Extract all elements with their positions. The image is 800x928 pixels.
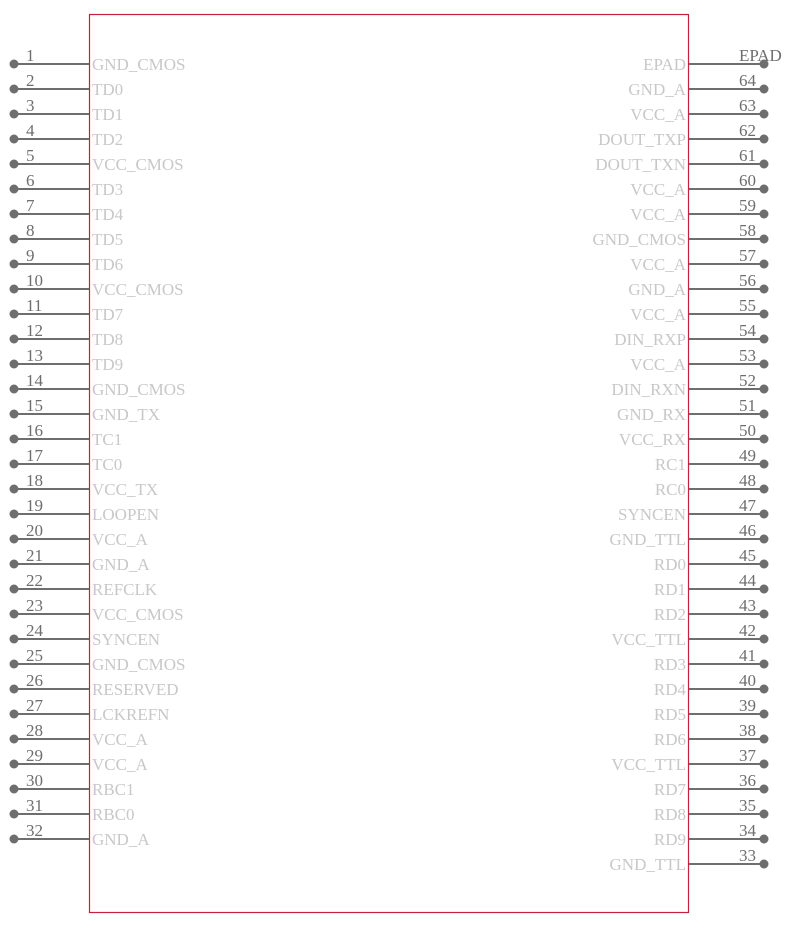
pin-name: GND_CMOS bbox=[92, 55, 186, 74]
pin-endpoint[interactable] bbox=[10, 285, 19, 294]
pin-number: 13 bbox=[26, 346, 43, 365]
pin-name: GND_TTL bbox=[609, 530, 686, 549]
pin-endpoint[interactable] bbox=[10, 835, 19, 844]
pin-50[interactable] bbox=[619, 421, 769, 449]
pin-endpoint[interactable] bbox=[760, 660, 769, 669]
pin-number: 36 bbox=[739, 771, 756, 790]
pin-endpoint[interactable] bbox=[10, 535, 19, 544]
pin-endpoint[interactable] bbox=[760, 310, 769, 319]
pin-24[interactable] bbox=[10, 621, 161, 649]
pin-name: DOUT_TXN bbox=[595, 155, 686, 174]
pin-53[interactable] bbox=[630, 346, 768, 374]
pin-name: GND_A bbox=[628, 80, 686, 99]
left-pin-group bbox=[10, 46, 186, 849]
pin-endpoint[interactable] bbox=[760, 835, 769, 844]
pin-endpoint[interactable] bbox=[760, 760, 769, 769]
pin-name: TD9 bbox=[92, 355, 124, 374]
pin-endpoint[interactable] bbox=[760, 485, 769, 494]
pin-endpoint[interactable] bbox=[760, 685, 769, 694]
pin-endpoint[interactable] bbox=[760, 735, 769, 744]
pin-21[interactable] bbox=[10, 546, 151, 574]
pin-number: 42 bbox=[739, 621, 756, 640]
pin-number: 49 bbox=[739, 446, 756, 465]
pin-name: GND_A bbox=[628, 280, 686, 299]
pin-28[interactable] bbox=[10, 721, 149, 749]
pin-endpoint[interactable] bbox=[10, 810, 19, 819]
pin-name: TD6 bbox=[92, 255, 124, 274]
pin-name: LCKREFN bbox=[92, 705, 170, 724]
pin-endpoint[interactable] bbox=[10, 610, 19, 619]
pin-name: RD8 bbox=[653, 805, 686, 824]
pin-47[interactable] bbox=[618, 496, 769, 524]
pin-48[interactable] bbox=[655, 471, 769, 499]
pin-endpoint[interactable] bbox=[760, 535, 769, 544]
pin-55[interactable] bbox=[630, 296, 768, 324]
component-body[interactable] bbox=[90, 15, 689, 913]
pin-endpoint[interactable] bbox=[10, 635, 19, 644]
pin-number: 34 bbox=[739, 821, 756, 840]
pin-name: RESERVED bbox=[92, 680, 179, 699]
pin-number: 43 bbox=[739, 596, 756, 615]
pin-44[interactable] bbox=[654, 571, 769, 599]
pin-number: 22 bbox=[26, 571, 43, 590]
pin-number: 20 bbox=[26, 521, 43, 540]
pin-endpoint[interactable] bbox=[760, 460, 769, 469]
pin-25[interactable] bbox=[10, 646, 186, 674]
pin-number: 53 bbox=[739, 346, 756, 365]
pin-name: VCC_A bbox=[92, 530, 148, 549]
pin-number: 51 bbox=[739, 396, 756, 415]
pin-name: RD9 bbox=[653, 830, 686, 849]
pin-number: 52 bbox=[739, 371, 756, 390]
pin-7[interactable] bbox=[10, 196, 124, 224]
pin-number: 40 bbox=[739, 671, 756, 690]
pin-endpoint[interactable] bbox=[10, 210, 19, 219]
pin-number: 27 bbox=[26, 696, 43, 715]
pin-2[interactable] bbox=[10, 71, 124, 99]
pin-name: TD1 bbox=[92, 105, 124, 124]
pin-51[interactable] bbox=[617, 396, 768, 424]
pin-number: 23 bbox=[26, 596, 43, 615]
pin-number: EPAD bbox=[739, 46, 782, 65]
pin-49[interactable] bbox=[655, 446, 769, 474]
pin-name: RBC0 bbox=[92, 805, 135, 824]
pin-endpoint[interactable] bbox=[760, 710, 769, 719]
pin-endpoint[interactable] bbox=[10, 235, 19, 244]
pin-number: 64 bbox=[739, 71, 756, 90]
pin-number: 63 bbox=[739, 96, 756, 115]
pin-endpoint[interactable] bbox=[760, 860, 769, 869]
pin-name: RC0 bbox=[654, 480, 686, 499]
pin-name: GND_CMOS bbox=[92, 655, 186, 674]
pin-number: 10 bbox=[26, 271, 43, 290]
pin-name: TC1 bbox=[92, 430, 123, 449]
pin-59[interactable] bbox=[630, 196, 768, 224]
pin-number: 44 bbox=[739, 571, 756, 590]
pin-52[interactable] bbox=[611, 371, 768, 399]
pin-number: 38 bbox=[739, 721, 756, 740]
pin-number: 16 bbox=[26, 421, 43, 440]
pin-39[interactable] bbox=[654, 696, 769, 724]
pin-endpoint[interactable] bbox=[760, 385, 769, 394]
pin-name: GND_TX bbox=[92, 405, 160, 424]
pin-name: GND_TTL bbox=[609, 855, 686, 874]
pin-45[interactable] bbox=[654, 546, 769, 574]
pin-name: RBC1 bbox=[92, 780, 135, 799]
pin-endpoint[interactable] bbox=[10, 135, 19, 144]
pin-endpoint[interactable] bbox=[10, 335, 19, 344]
pin-5[interactable] bbox=[10, 146, 184, 174]
pin-endpoint[interactable] bbox=[10, 710, 19, 719]
pin-number: 31 bbox=[26, 796, 43, 815]
pin-19[interactable] bbox=[10, 496, 160, 524]
pin-endpoint[interactable] bbox=[760, 110, 769, 119]
pin-number: 29 bbox=[26, 746, 43, 765]
pin-41[interactable] bbox=[654, 646, 769, 674]
pin-endpoint[interactable] bbox=[10, 60, 19, 69]
pin-17[interactable] bbox=[10, 446, 123, 474]
pin-56[interactable] bbox=[628, 271, 768, 299]
pin-endpoint[interactable] bbox=[760, 635, 769, 644]
pin-number: 3 bbox=[26, 96, 35, 115]
pin-number: 17 bbox=[26, 446, 43, 465]
pin-number: 30 bbox=[26, 771, 43, 790]
pin-number: 54 bbox=[739, 321, 756, 340]
pin-name: TD4 bbox=[92, 205, 124, 224]
pin-name: DIN_RXN bbox=[611, 380, 686, 399]
pin-name: VCC_A bbox=[630, 105, 686, 124]
pin-endpoint[interactable] bbox=[10, 685, 19, 694]
pin-endpoint[interactable] bbox=[10, 560, 19, 569]
pin-number: 28 bbox=[26, 721, 43, 740]
pin-name: REFCLK bbox=[92, 580, 158, 599]
pin-name: RD0 bbox=[653, 555, 686, 574]
pin-58[interactable] bbox=[592, 221, 768, 249]
pin-57[interactable] bbox=[630, 246, 768, 274]
pin-endpoint[interactable] bbox=[760, 260, 769, 269]
pin-name: RD2 bbox=[653, 605, 686, 624]
pin-endpoint[interactable] bbox=[10, 260, 19, 269]
pin-endpoint[interactable] bbox=[760, 160, 769, 169]
pin-name: EPAD bbox=[643, 55, 686, 74]
pin-20[interactable] bbox=[10, 521, 149, 549]
pin-number: 45 bbox=[739, 546, 756, 565]
pin-endpoint[interactable] bbox=[10, 110, 19, 119]
pin-name: RD7 bbox=[653, 780, 686, 799]
pin-name: GND_CMOS bbox=[92, 380, 186, 399]
pin-endpoint[interactable] bbox=[10, 585, 19, 594]
pin-name: VCC_TX bbox=[92, 480, 159, 499]
pin-number: 39 bbox=[739, 696, 756, 715]
pin-31[interactable] bbox=[10, 796, 135, 824]
pin-endpoint[interactable] bbox=[10, 310, 19, 319]
pin-number: 58 bbox=[739, 221, 756, 240]
pin-number: 62 bbox=[739, 121, 756, 140]
pin-name: DOUT_TXP bbox=[598, 130, 686, 149]
pin-number: 24 bbox=[26, 621, 43, 640]
pin-15[interactable] bbox=[10, 396, 161, 424]
pin-12[interactable] bbox=[10, 321, 124, 349]
pin-name: RD6 bbox=[653, 730, 686, 749]
pin-endpoint[interactable] bbox=[760, 285, 769, 294]
pin-endpoint[interactable] bbox=[760, 785, 769, 794]
pin-number: 32 bbox=[26, 821, 43, 840]
pin-number: 8 bbox=[26, 221, 35, 240]
pin-endpoint[interactable] bbox=[10, 160, 19, 169]
pin-number: 47 bbox=[739, 496, 756, 515]
pin-number: 59 bbox=[739, 196, 756, 215]
pin-endpoint[interactable] bbox=[760, 560, 769, 569]
pin-name: DIN_RXP bbox=[614, 330, 686, 349]
pin-name: TD8 bbox=[92, 330, 124, 349]
pin-11[interactable] bbox=[10, 296, 124, 324]
pin-name: TC0 bbox=[92, 455, 123, 474]
pin-number: 56 bbox=[739, 271, 756, 290]
pin-number: 60 bbox=[739, 171, 756, 190]
pin-name: VCC_CMOS bbox=[92, 605, 184, 624]
pin-name: VCC_A bbox=[630, 180, 686, 199]
pin-30[interactable] bbox=[10, 771, 135, 799]
pin-name: VCC_RX bbox=[618, 430, 686, 449]
pin-22[interactable] bbox=[10, 571, 158, 599]
pin-endpoint[interactable] bbox=[760, 510, 769, 519]
pin-number: 35 bbox=[739, 796, 756, 815]
pin-number: 57 bbox=[739, 246, 756, 265]
pin-endpoint[interactable] bbox=[10, 85, 19, 94]
pin-number: 55 bbox=[739, 296, 756, 315]
pin-number: 19 bbox=[26, 496, 43, 515]
pin-3[interactable] bbox=[10, 96, 124, 124]
pin-62[interactable] bbox=[598, 121, 768, 149]
pin-number: 6 bbox=[26, 171, 35, 190]
pin-endpoint[interactable] bbox=[760, 610, 769, 619]
pin-endpoint[interactable] bbox=[10, 185, 19, 194]
pin-18[interactable] bbox=[10, 471, 159, 499]
pin-23[interactable] bbox=[10, 596, 184, 624]
pin-epad[interactable] bbox=[643, 46, 782, 74]
pin-name: RD3 bbox=[653, 655, 686, 674]
pin-endpoint[interactable] bbox=[760, 185, 769, 194]
pin-name: VCC_A bbox=[630, 255, 686, 274]
pin-name: TD0 bbox=[92, 80, 124, 99]
pin-name: VCC_A bbox=[92, 755, 148, 774]
pin-endpoint[interactable] bbox=[10, 385, 19, 394]
pin-number: 26 bbox=[26, 671, 43, 690]
pin-36[interactable] bbox=[654, 771, 769, 799]
pin-number: 25 bbox=[26, 646, 43, 665]
pin-26[interactable] bbox=[10, 671, 179, 699]
pin-name: TD2 bbox=[92, 130, 124, 149]
pin-name: GND_A bbox=[92, 830, 150, 849]
pin-number: 41 bbox=[739, 646, 756, 665]
pin-name: VCC_CMOS bbox=[92, 280, 184, 299]
pin-64[interactable] bbox=[628, 71, 768, 99]
pin-name: VCC_A bbox=[630, 355, 686, 374]
pin-endpoint[interactable] bbox=[10, 735, 19, 744]
right-pin-group bbox=[592, 46, 781, 874]
pin-endpoint[interactable] bbox=[10, 460, 19, 469]
pin-number: 7 bbox=[26, 196, 35, 215]
pin-13[interactable] bbox=[10, 346, 124, 374]
pin-number: 21 bbox=[26, 546, 43, 565]
pin-43[interactable] bbox=[654, 596, 769, 624]
pin-endpoint[interactable] bbox=[10, 410, 19, 419]
pin-endpoint[interactable] bbox=[760, 435, 769, 444]
pin-29[interactable] bbox=[10, 746, 149, 774]
pin-name: VCC_CMOS bbox=[92, 155, 184, 174]
pin-name: TD5 bbox=[92, 230, 124, 249]
pin-endpoint[interactable] bbox=[10, 360, 19, 369]
pin-endpoint[interactable] bbox=[760, 360, 769, 369]
pin-34[interactable] bbox=[654, 821, 769, 849]
pin-endpoint[interactable] bbox=[10, 760, 19, 769]
pin-name: RD4 bbox=[653, 680, 686, 699]
pin-16[interactable] bbox=[10, 421, 123, 449]
pin-name: SYNCEN bbox=[617, 505, 686, 524]
pin-number: 33 bbox=[739, 846, 756, 865]
pin-54[interactable] bbox=[614, 321, 768, 349]
pin-name: LOOPEN bbox=[92, 505, 160, 524]
pin-number: 15 bbox=[26, 396, 43, 415]
pin-endpoint[interactable] bbox=[760, 235, 769, 244]
pin-endpoint[interactable] bbox=[10, 510, 19, 519]
pin-8[interactable] bbox=[10, 221, 124, 249]
pin-1[interactable] bbox=[10, 46, 186, 74]
pin-name: TD3 bbox=[92, 180, 124, 199]
pin-name: GND_RX bbox=[617, 405, 686, 424]
pin-number: 46 bbox=[739, 521, 756, 540]
pin-9[interactable] bbox=[10, 246, 124, 274]
pin-name: VCC_A bbox=[630, 305, 686, 324]
pin-35[interactable] bbox=[654, 796, 769, 824]
pin-number: 18 bbox=[26, 471, 43, 490]
pin-32[interactable] bbox=[10, 821, 151, 849]
pin-10[interactable] bbox=[10, 271, 184, 299]
pin-endpoint[interactable] bbox=[760, 335, 769, 344]
pin-endpoint[interactable] bbox=[10, 435, 19, 444]
pin-name: SYNCEN bbox=[92, 630, 161, 649]
pin-endpoint[interactable] bbox=[10, 485, 19, 494]
pin-63[interactable] bbox=[630, 96, 768, 124]
pin-name: VCC_A bbox=[92, 730, 148, 749]
pin-number: 61 bbox=[739, 146, 756, 165]
pin-number: 4 bbox=[26, 121, 35, 140]
pin-endpoint[interactable] bbox=[760, 135, 769, 144]
pin-name: VCC_A bbox=[630, 205, 686, 224]
pin-42[interactable] bbox=[611, 621, 768, 649]
pin-number: 5 bbox=[26, 146, 35, 165]
pin-number: 50 bbox=[739, 421, 756, 440]
pin-4[interactable] bbox=[10, 121, 124, 149]
pin-name: TD7 bbox=[92, 305, 124, 324]
pin-number: 11 bbox=[26, 296, 43, 315]
pin-name: RC1 bbox=[654, 455, 686, 474]
pin-40[interactable] bbox=[654, 671, 769, 699]
pin-endpoint[interactable] bbox=[760, 585, 769, 594]
pin-endpoint[interactable] bbox=[10, 660, 19, 669]
pin-6[interactable] bbox=[10, 171, 124, 199]
pin-endpoint[interactable] bbox=[760, 810, 769, 819]
pin-61[interactable] bbox=[595, 146, 768, 174]
pin-number: 9 bbox=[26, 246, 35, 265]
pin-endpoint[interactable] bbox=[760, 85, 769, 94]
pin-number: 12 bbox=[26, 321, 43, 340]
pin-37[interactable] bbox=[611, 746, 768, 774]
pin-number: 1 bbox=[26, 46, 35, 65]
pin-38[interactable] bbox=[654, 721, 769, 749]
pin-endpoint[interactable] bbox=[10, 785, 19, 794]
pin-name: VCC_TTL bbox=[611, 755, 686, 774]
pin-14[interactable] bbox=[10, 371, 186, 399]
pin-name: GND_CMOS bbox=[592, 230, 686, 249]
pin-endpoint[interactable] bbox=[760, 410, 769, 419]
pin-name: RD1 bbox=[653, 580, 686, 599]
pin-endpoint[interactable] bbox=[760, 210, 769, 219]
pin-name: RD5 bbox=[653, 705, 686, 724]
pin-number: 37 bbox=[739, 746, 756, 765]
pin-name: GND_A bbox=[92, 555, 150, 574]
pin-number: 2 bbox=[26, 71, 35, 90]
pin-number: 14 bbox=[26, 371, 43, 390]
pin-name: VCC_TTL bbox=[611, 630, 686, 649]
pin-number: 48 bbox=[739, 471, 756, 490]
pin-60[interactable] bbox=[630, 171, 768, 199]
